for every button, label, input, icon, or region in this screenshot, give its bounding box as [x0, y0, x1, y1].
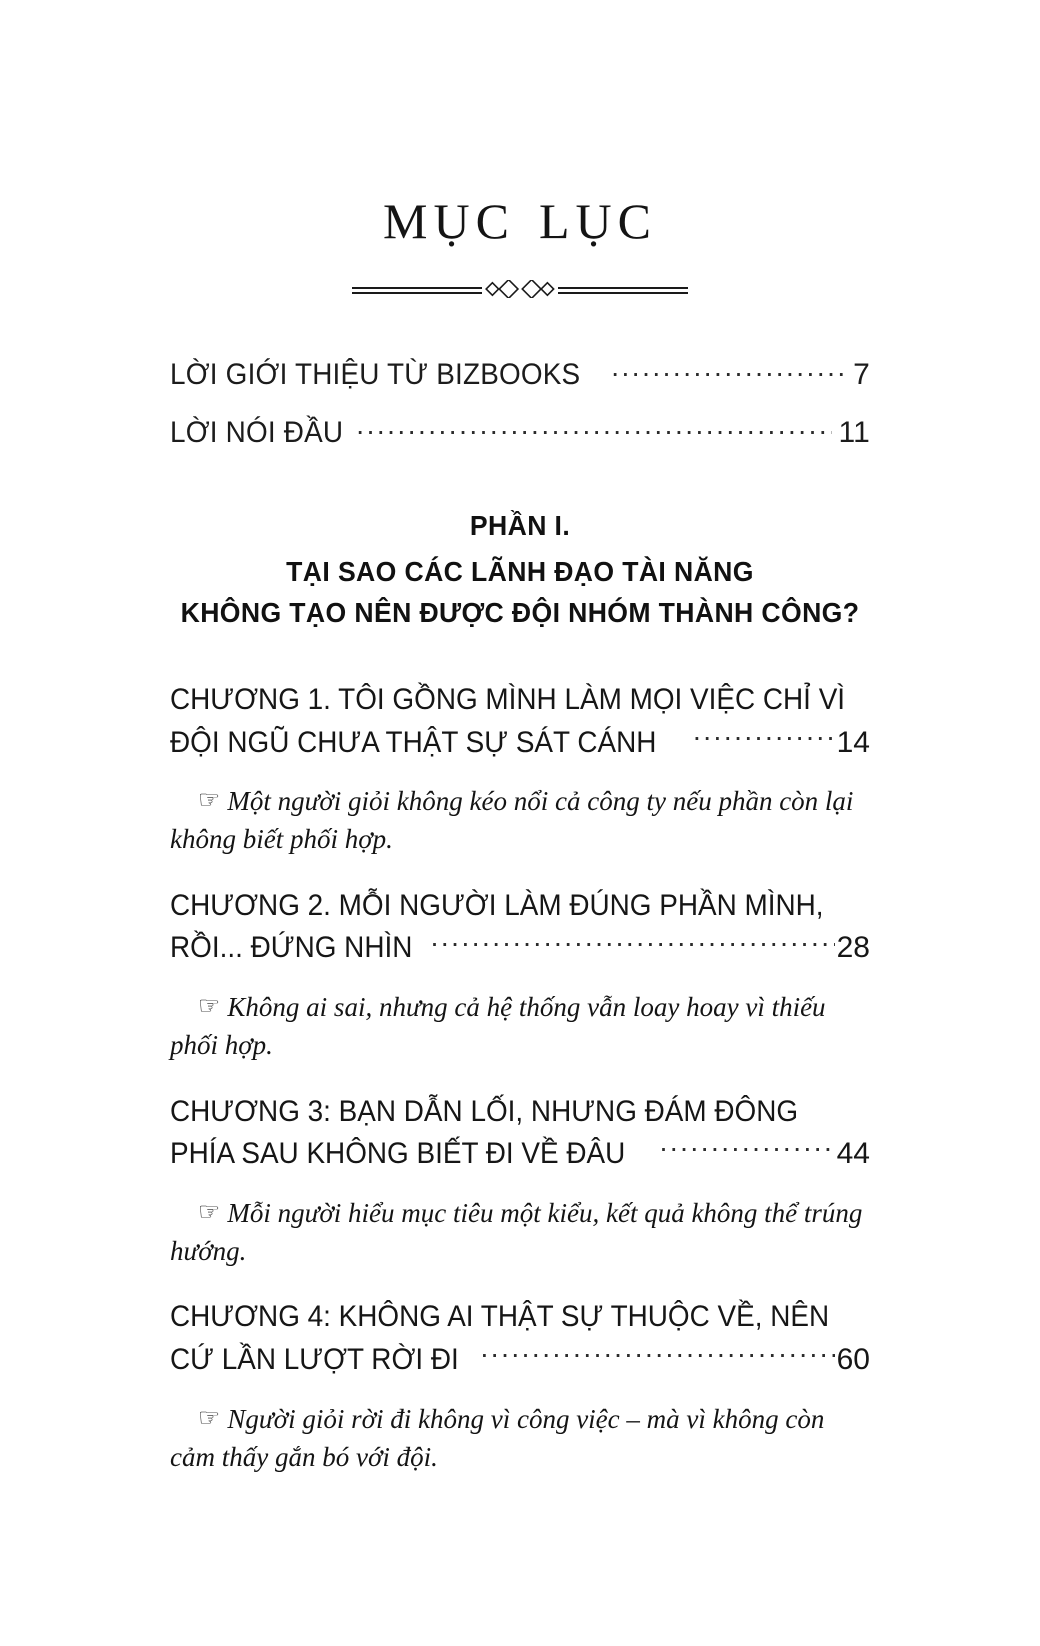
part-number: PHẦN I.	[469, 510, 571, 541]
chapter-entry[interactable]	[170, 885, 870, 970]
toc-entry-page: 11	[838, 416, 870, 449]
chapter-page: 60	[836, 1343, 870, 1377]
chapter-title-text: CỨ LẦN LƯỢT RỜI ĐI	[170, 1343, 459, 1377]
divider-rule-right	[558, 287, 688, 294]
chapter-entry[interactable]	[170, 1091, 870, 1176]
diamond-ornament-icon	[482, 280, 558, 298]
page-title: mục lục	[383, 174, 657, 254]
dot-leader	[660, 1133, 835, 1163]
ornament-divider	[352, 276, 688, 302]
pointing-hand-icon: ☞	[198, 1196, 221, 1226]
chapter-entry[interactable]	[170, 1296, 870, 1381]
dot-leader	[693, 722, 835, 752]
chapter-title-text: RỒI... ĐỨNG NHÌN	[170, 931, 413, 965]
part-title-line-2: KHÔNG TẠO NÊN ĐƯỢC ĐỘI NHÓM THÀNH CÔNG?	[180, 596, 860, 628]
chapter-page: 14	[836, 725, 870, 759]
chapter-note-text: Người giỏi rời đi không vì công việc – mà vì không còn cảm thấy gắn bó với đội.	[170, 1403, 825, 1472]
dot-leader	[356, 412, 832, 442]
toc-entry-label: LỜI NÓI ĐẦU	[170, 416, 344, 449]
chapter-title-text: CHƯƠNG 2. MỖI NGƯỜI LÀM ĐÚNG PHẦN MÌNH,	[170, 888, 824, 922]
chapter-title-line-1	[170, 679, 870, 722]
pointing-hand-icon: ☞	[198, 990, 221, 1020]
chapter-title-text: CHƯƠNG 1. TÔI GỒNG MÌNH LÀM MỌI VIỆC CHỈ VÌ	[170, 682, 846, 716]
chapter-title-text: ĐỘI NGŨ CHƯA THẬT SỰ SÁT CÁNH	[170, 725, 657, 759]
chapter-page: 44	[836, 1137, 870, 1171]
pointing-hand-icon: ☞	[198, 1402, 221, 1432]
dot-leader	[481, 1339, 835, 1369]
front-matter-list	[170, 302, 870, 450]
part-title-line-1: TẠI SAO CÁC LÃNH ĐẠO TÀI NĂNG	[286, 556, 754, 588]
divider-rule-left	[352, 287, 482, 294]
chapter-title-line-2	[170, 927, 870, 970]
part-heading	[160, 470, 880, 653]
chapter-title-text: PHÍA SAU KHÔNG BIẾT ĐI VỀ ĐÂU	[170, 1137, 626, 1171]
pointing-hand-icon: ☞	[198, 785, 221, 815]
chapter-page: 28	[836, 931, 870, 965]
chapter-title-text: CHƯƠNG 3: BẠN DẪN LỐI, NHƯNG ĐÁM ĐÔNG	[170, 1094, 799, 1128]
toc-entry[interactable]	[170, 412, 870, 450]
chapter-title-line-2	[170, 722, 870, 765]
toc-entry-page: 7	[853, 358, 870, 391]
toc-entry-label: LỜI GIỚI THIỆU TỪ BIZBOOKS	[170, 358, 581, 391]
chapter-note	[170, 1400, 870, 1477]
dot-leader	[611, 354, 847, 384]
chapter-note	[170, 782, 870, 859]
chapter-title-line-2	[170, 1339, 870, 1382]
chapter-title-line-1	[170, 1296, 870, 1339]
dot-leader	[431, 927, 835, 957]
chapter-title-text: CHƯƠNG 4: KHÔNG AI THẬT SỰ THUỘC VỀ, NÊN	[170, 1300, 830, 1334]
chapter-note	[170, 988, 870, 1065]
chapter-title-line-2	[170, 1133, 870, 1176]
title-block	[0, 0, 1040, 302]
toc-entry[interactable]	[170, 354, 870, 392]
chapter-list	[170, 679, 870, 1476]
chapter-note-text: Mỗi người hiểu mục tiêu một kiểu, kết quả không thể trúng hướng.	[170, 1197, 863, 1267]
chapter-note-text: Một người giỏi không kéo nổi cả công ty nếu phần còn lại không biết phối hợp.	[170, 786, 854, 855]
chapter-note	[170, 1194, 870, 1271]
chapter-title-line-1	[170, 885, 870, 928]
chapter-title-line-1	[170, 1091, 870, 1134]
chapter-entry[interactable]	[170, 679, 870, 764]
chapter-note-text: Không ai sai, nhưng cả hệ thống vẫn loay hoay vì thiếu phối hợp.	[170, 991, 826, 1061]
